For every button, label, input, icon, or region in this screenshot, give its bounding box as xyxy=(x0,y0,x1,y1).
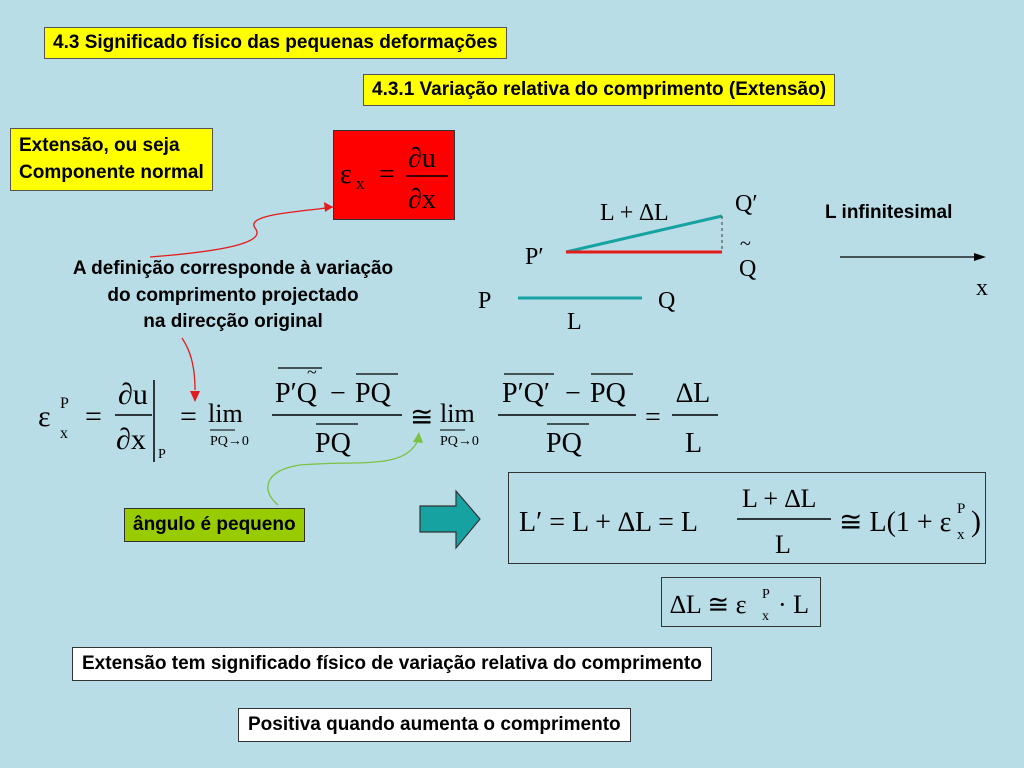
positive-note-text: Positiva quando aumenta o comprimento xyxy=(248,714,621,735)
m-approx-1: ≅ xyxy=(410,402,434,433)
m-lim-1: lim xyxy=(208,399,243,428)
f-du: ∂u xyxy=(408,143,436,174)
definition-line-2: do comprimento projectado xyxy=(107,284,359,306)
teal-implies-arrow xyxy=(418,488,484,552)
slide-title: 4.3 Significado físico das pequenas deformações xyxy=(53,32,498,53)
m-eq-2: = xyxy=(180,400,197,433)
main-derivation-formula xyxy=(30,360,730,470)
m-pq-4: PQ xyxy=(546,428,582,459)
d-eps-sup: P xyxy=(762,587,770,602)
f-eq: = xyxy=(379,159,395,190)
definition-line-3: na direcção original xyxy=(143,311,323,333)
slide-subtitle: 4.3.1 Variação relativa do comprimento (Extensão) xyxy=(372,79,827,100)
d-dot-l: · L xyxy=(778,590,810,619)
r-lhs: L′ = L + ∆L = L xyxy=(519,507,698,538)
angle-note-box xyxy=(124,508,305,542)
m-eval-sub: P xyxy=(158,447,166,462)
delta-l-formula xyxy=(662,578,820,626)
m-ppqt: P′Q xyxy=(275,378,317,409)
d-lhs: ∆L ≅ ε xyxy=(670,590,747,619)
f-eps: ε xyxy=(340,159,352,190)
m-pq-1: PQ xyxy=(355,378,391,409)
m-ppqp: P′Q′ xyxy=(502,378,551,409)
q-tilde-mark: ~ xyxy=(740,233,751,255)
m-minus-1: − xyxy=(330,378,346,409)
m-lim-sub-1: PQ→0 xyxy=(210,434,249,449)
label-q: Q xyxy=(658,288,676,314)
r-approx: ≅ L(1 + ε xyxy=(839,507,952,538)
x-axis-label: x xyxy=(976,275,988,301)
extension-label-line-1: Extensão, ou seja xyxy=(19,135,180,156)
x-axis-arrowhead xyxy=(974,253,986,261)
deformation-diagram xyxy=(470,180,790,340)
result-formula xyxy=(509,473,985,563)
f-eps-sub: x xyxy=(356,174,365,193)
d-eps-sub: x xyxy=(762,609,769,624)
f-dx: ∂x xyxy=(408,184,436,215)
definition-line-1: A definição corresponde à variação xyxy=(72,258,394,279)
result-formula-box xyxy=(508,472,986,564)
label-q-prime: Q′ xyxy=(735,191,758,217)
m-dl: ∆L xyxy=(676,378,711,409)
label-l: L xyxy=(567,309,582,335)
conclusion-text: Extensão tem significado físico de variação relativa do comprimento xyxy=(82,653,702,674)
m-eq-3: = xyxy=(645,402,661,433)
red-arrowhead-formula xyxy=(324,202,333,212)
label-q-tilde: Q xyxy=(739,256,757,282)
m-minus-2: − xyxy=(565,378,581,409)
r-eps-sup: P xyxy=(957,501,966,517)
infinitesimal-label: L infinitesimal xyxy=(825,202,953,223)
positive-note-box xyxy=(238,708,631,742)
m-l: L xyxy=(685,428,703,459)
angle-note: ângulo é pequeno xyxy=(133,514,296,535)
label-l-plus-dl: L + ∆L xyxy=(600,200,669,226)
m-eps-sup: P xyxy=(60,395,69,412)
r-eps-sub: x xyxy=(957,527,965,543)
conclusion-box xyxy=(72,647,712,681)
m-eps: ε xyxy=(38,400,51,433)
m-tilde-mark: ~ xyxy=(307,362,317,382)
m-eq-1: = xyxy=(85,400,102,433)
delta-l-formula-box xyxy=(661,577,821,627)
x-axis-arrow xyxy=(830,245,1000,305)
m-lim-2: lim xyxy=(440,399,475,428)
m-lim-sub-2: PQ→0 xyxy=(440,434,479,449)
label-p: P xyxy=(478,288,492,314)
teal-arrow-shape xyxy=(420,491,480,548)
m-eps-sub: x xyxy=(60,425,68,442)
m-dx: ∂x xyxy=(116,423,146,456)
m-pq-3: PQ xyxy=(590,378,626,409)
r-l-plus-dl: L + ∆L xyxy=(742,484,817,513)
m-pq-2: PQ xyxy=(315,428,351,459)
r-l-den: L xyxy=(775,530,791,559)
extension-label-line-2: Componente normal xyxy=(19,161,204,183)
m-du: ∂u xyxy=(118,378,148,411)
label-p-prime: P′ xyxy=(525,244,544,270)
r-close-paren: ) xyxy=(971,505,981,538)
red-connector-to-formula xyxy=(150,207,333,257)
